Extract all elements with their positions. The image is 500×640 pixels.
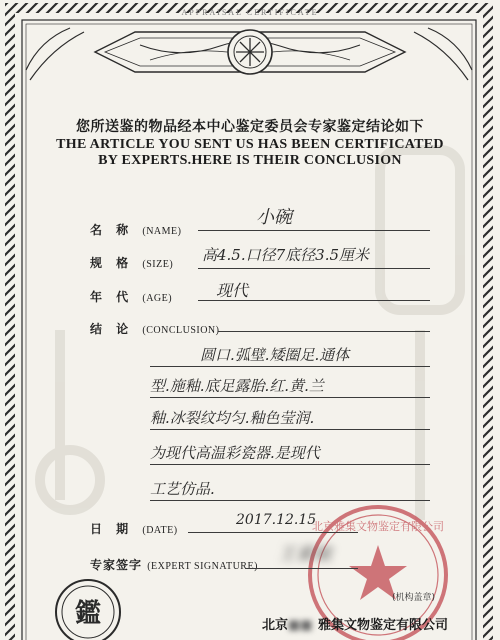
signature-label-en: (EXPERT SIGNATURE) — [147, 561, 258, 572]
date-underline — [188, 532, 358, 533]
conclusion-rule-3 — [150, 429, 430, 430]
name-label-cn: 名 称 — [90, 223, 134, 237]
company-prefix: 北京 — [262, 618, 289, 633]
top-caption: APPRAISAL CERTIFICATE — [181, 8, 319, 17]
institution-stamp-label: (机构盖章) — [392, 593, 436, 603]
age-label — [90, 288, 172, 305]
name-value: 小碗 — [256, 207, 292, 228]
name-underline — [198, 230, 430, 231]
age-value: 现代 — [216, 281, 249, 300]
company-logo-badge — [56, 580, 120, 640]
chinese-title: 您所送鉴的物品经本中心鉴定委员会专家鉴定结论如下 — [76, 119, 424, 135]
age-label-en: (AGE) — [142, 293, 173, 304]
conclusion-label-en: (CONCLUSION) — [142, 325, 220, 336]
english-title-line-1: THE ARTICLE YOU SENT US HAS BEEN CERTIFICATED — [56, 137, 444, 152]
name-label-en: (NAME) — [142, 226, 182, 237]
signature-label-cn: 专家签字 — [90, 558, 143, 572]
signature-value: 王素敏 — [278, 544, 332, 565]
company-suffix: 雅集文物鉴定有限公司 — [318, 618, 449, 633]
company-name — [262, 614, 448, 633]
english-title-line-2: BY EXPERTS.HERE IS THEIR CONCLUSION — [98, 153, 402, 168]
age-label-cn: 年 代 — [90, 290, 134, 304]
signature-underline — [246, 568, 358, 569]
conclusion-line-2: 型.施釉.底足露胎.红.黄.兰 — [150, 377, 324, 395]
conclusion-rule-2 — [150, 397, 430, 398]
size-label-cn: 规 格 — [90, 256, 134, 270]
size-underline — [198, 268, 430, 269]
conclusion-label-cn: 结 论 — [90, 322, 134, 336]
date-label-cn: 日 期 — [90, 522, 134, 536]
conclusion-line-3: 釉.冰裂纹均匀.釉色莹润. — [150, 409, 315, 427]
conclusion-line-1: 圆口.弧壁.矮圈足.通体 — [200, 346, 350, 364]
svg-text:北京雅集文物鉴定有限公司: 北京雅集文物鉴定有限公司 — [312, 520, 444, 533]
date-label-en: (DATE) — [142, 525, 178, 536]
conclusion-rule-4 — [150, 464, 430, 465]
conclusion-rule-1 — [150, 366, 430, 367]
conclusion-line-5: 工艺仿品. — [150, 480, 215, 498]
date-label — [90, 520, 178, 537]
size-label — [90, 254, 173, 271]
conclusion-underline — [218, 331, 430, 332]
size-label-en: (SIZE) — [142, 259, 174, 270]
conclusion-rule-5 — [150, 500, 430, 501]
conclusion-label — [90, 320, 219, 337]
signature-label — [90, 556, 258, 573]
conclusion-line-4: 为现代高温彩瓷器.是现代 — [150, 444, 320, 462]
size-value: 高4.5.口径7底径3.5厘米 — [202, 246, 370, 264]
name-label — [90, 221, 181, 238]
date-value: 2017.12.15 — [236, 512, 317, 528]
company-redacted: ■■ — [288, 618, 313, 633]
svg-text:鑑: 鑑 — [74, 599, 102, 629]
